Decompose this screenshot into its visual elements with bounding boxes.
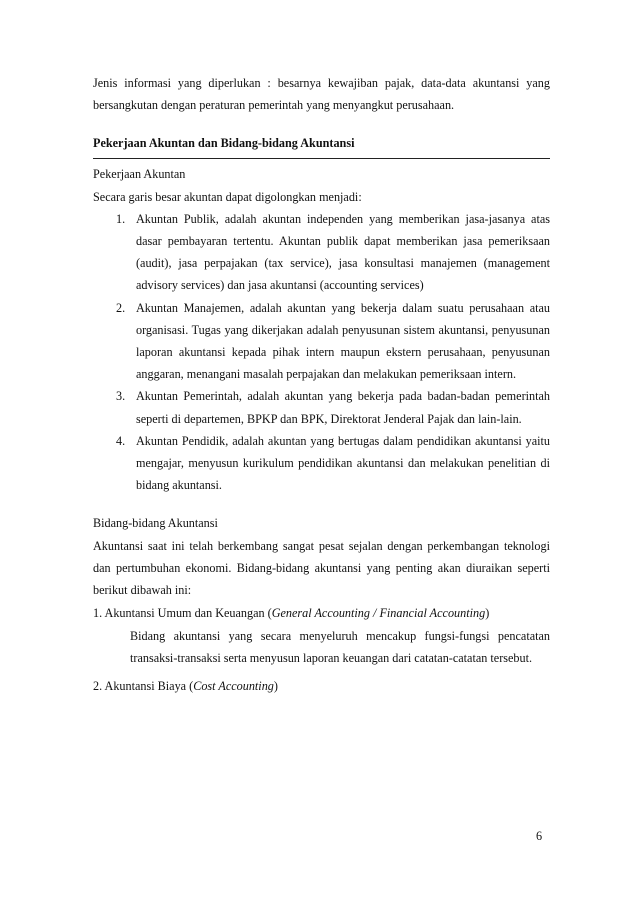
list-item-text: Akuntan Publik, adalah akuntan independen yang memberikan jasa-jasanya atas dasar pembayaran tertentu. Akuntan publik dapat memberikan jasa pemeriksaan (audit), jasa perpajakan (tax service), jasa konsultasi manajemen (management advisory services) dan jasa akuntansi (accounting services) <box>136 211 550 293</box>
section-heading: Pekerjaan Akuntan dan Bidang-bidang Akuntansi <box>93 136 355 151</box>
bidang-lead: Akuntansi saat ini telah berkembang sangat pesat sejalan dengan perkembangan teknologi dan pertumbuhan ekonomi. Bidang-bidang akuntansi yang penting akan diuraikan seperti berikut dibawah ini: <box>93 538 550 598</box>
field-2-title <box>93 674 550 698</box>
document-page <box>93 72 550 698</box>
field-2-suffix: ) <box>273 678 278 693</box>
list-item <box>93 297 550 386</box>
intro-paragraph: Jenis informasi yang diperlukan : besarnya kewajiban pajak, data-data akuntansi yang bersangkutan dengan peraturan pemerintah yang menyangkut perusahaan. <box>93 76 550 113</box>
list-item-number: 1. <box>116 211 126 226</box>
pekerjaan-lead: Secara garis besar akuntan dapat digolongkan menjadi: <box>93 189 362 204</box>
list-item-text: Akuntan Pemerintah, adalah akuntan yang bekerja pada badan-badan pemerintah seperti di departemen, BPKP dan BPK, Direktorat Jenderal Pajak dan lain-lain. <box>136 389 550 426</box>
list-item-number: 4. <box>116 433 126 448</box>
accountant-types-list <box>93 208 550 497</box>
list-item <box>93 208 550 297</box>
list-item-number: 2. <box>116 300 126 315</box>
list-item-text: Akuntan Manajemen, adalah akuntan yang bekerja dalam suatu perusahaan atau organisasi. Tugas yang dikerjakan adalah penyusunan sistem akuntansi, penyusunan laporan akuntansi kepada pihak intern maupun ekstern perusahaan, penyusunan anggaran, menangani masalah perpajakan dan melakukan pemeriksaan intern. <box>136 300 550 382</box>
list-item <box>93 385 550 429</box>
field-1-description: Bidang akuntansi yang secara menyeluruh mencakup fungsi-fungsi pencatatan transaksi-transaksi serta menyusun laporan keuangan dari catatan-catatan tersebut. <box>130 629 550 666</box>
bidang-title: Bidang-bidang Akuntansi <box>93 516 218 531</box>
list-item-text: Akuntan Pendidik, adalah akuntan yang bertugas dalam pendidikan akuntansi yaitu mengajar, menyusun kurikulum pendidikan akuntansi dan melakukan penelitian di bidang akuntansi. <box>136 433 550 493</box>
field-1-prefix: 1. Akuntansi Umum dan Keuangan ( <box>93 606 272 621</box>
field-1-english: General Accounting / Financial Accounting <box>271 606 486 621</box>
section-divider <box>93 158 550 159</box>
field-1-suffix: ) <box>485 606 490 621</box>
field-1-title <box>93 601 550 625</box>
list-item-number: 3. <box>116 389 126 404</box>
field-2-english: Cost Accounting <box>193 678 274 693</box>
pekerjaan-title: Pekerjaan Akuntan <box>93 167 186 182</box>
field-2-prefix: 2. Akuntansi Biaya ( <box>93 678 194 693</box>
page-number: 6 <box>536 829 543 843</box>
list-item <box>93 430 550 497</box>
